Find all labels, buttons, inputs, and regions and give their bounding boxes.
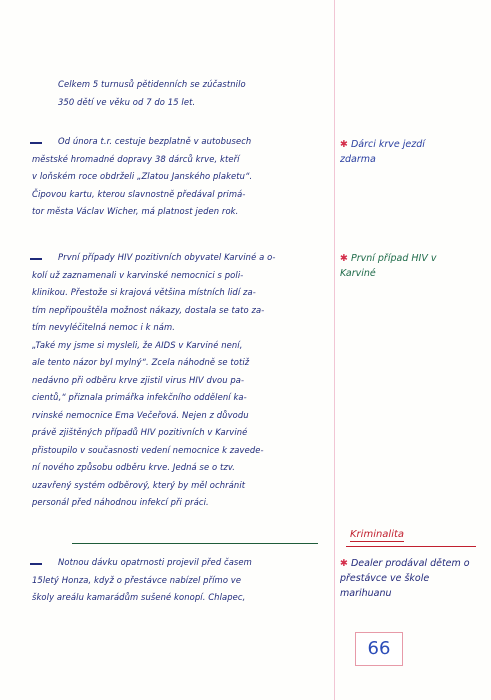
text-line: 350 dětí ve věku od 7 do 15 let. <box>58 96 196 107</box>
text-line: „Také my jsme si mysleli, že AIDS v Karviné není, <box>32 339 243 350</box>
text-line: Od února t.r. cestuje bezplatně v autobusech <box>58 136 252 146</box>
text-line: tím nevyléčitelná nemoc i k nám. <box>32 322 176 332</box>
text-line: ní nového způsobu odběru krve. Jedná se o tzv. <box>32 462 235 472</box>
text-line: právě zjištěných případů HIV pozitivních v Karviné <box>32 427 248 437</box>
text-line: v loňském roce obdrželi „Zlatou Janského plaketu“. <box>32 171 253 181</box>
text-line: 15letý Honza, když o přestávce nabízel přímo ve <box>32 574 242 585</box>
text-line: uzavřený systém odběrový, který by měl ochránit <box>32 479 246 490</box>
text-line: Notnou dávku opatrnosti projevil před časem <box>58 557 252 567</box>
article-hiv <box>32 249 330 512</box>
asterisk-icon: ✱ <box>340 253 348 264</box>
margin-note-text: První případ HIV v Karviné <box>340 253 437 279</box>
article-dealer <box>32 554 330 607</box>
margin-line <box>334 0 335 700</box>
asterisk-icon: ✱ <box>340 139 348 150</box>
asterisk-icon: ✱ <box>340 558 348 569</box>
text-line: tím nepřipouštěla možnost nákazy, dostala se tato za- <box>32 304 265 315</box>
text-line: personál před náhodnou infekcí při práci. <box>32 497 209 507</box>
section-heading-kriminalita: Kriminalita <box>350 529 405 540</box>
margin-note-text: Dealer prodával dětem o přestávce ve škole marihuanu <box>340 558 470 599</box>
intro-paragraph <box>32 76 330 111</box>
text-line: Čipovou kartu, kterou slavnostně předával primá- <box>32 188 246 199</box>
bullet-dash <box>30 563 42 565</box>
text-line: městské hromadné dopravy 38 dárců krve, kteří <box>32 153 240 164</box>
margin-note-dealer <box>340 556 480 601</box>
article-dari-krve <box>32 133 330 221</box>
text-line: tor města Václav Wicher, má platnost jeden rok. <box>32 206 239 216</box>
page-number: 66 <box>355 632 403 666</box>
text-line: rvinské nemocnice Ema Večeřová. Nejen z důvodu <box>32 409 249 420</box>
text-line: nedávno při odběru krve zjistil virus HIV dvou pa- <box>32 374 245 385</box>
margin-note-dari-krve <box>340 137 450 167</box>
text-line: školy areálu kamarádům sušené konopí. Chlapec, <box>32 592 246 602</box>
text-line: ale tento názor byl mylný“. Zcela náhodně se totiž <box>32 357 250 367</box>
text-line: Celkem 5 turnusů pětidenních se zúčastnilo <box>58 79 246 89</box>
text-line: klinikou. Přestože si krajová většina místních lidí za- <box>32 287 256 297</box>
text-line: cientů,“ přiznala primářka infekčního oddělení ka- <box>32 392 247 402</box>
text-line: přistoupilo v současnosti vedení nemocnice k zavede- <box>32 444 264 455</box>
section-divider <box>72 543 318 544</box>
margin-note-text: Dárci krve jezdí zdarma <box>340 139 425 165</box>
text-line: První případy HIV pozitivních obyvatel Karviné a o- <box>58 252 276 262</box>
margin-note-hiv <box>340 251 450 281</box>
bullet-dash <box>30 142 42 144</box>
bullet-dash <box>30 258 42 260</box>
section-divider <box>346 546 476 547</box>
text-line: kolí už zaznamenali v karvinské nemocnici s poli- <box>32 269 244 280</box>
